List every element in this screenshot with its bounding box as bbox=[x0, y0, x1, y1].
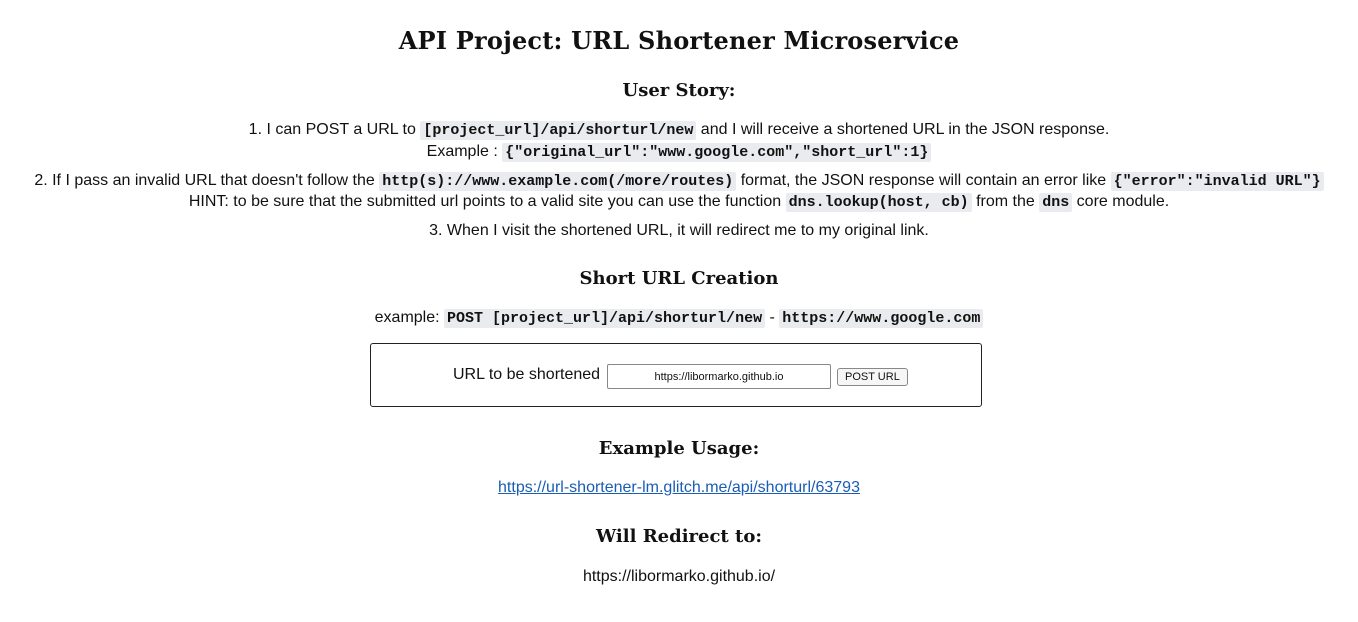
story-item-2-hint bbox=[0, 191, 1358, 213]
url-input-label: URL to be shortened bbox=[453, 366, 601, 383]
story-item-1-endpoint-code: [project_url]/api/shorturl/new bbox=[420, 121, 696, 140]
story-item-3: 3. When I visit the shortened URL, it will redirect me to my original link. bbox=[429, 222, 929, 239]
example-usage-link[interactable]: https://url-shortener-lm.glitch.me/api/shorturl/63793 bbox=[498, 479, 860, 496]
hint-dns-code: dns bbox=[1039, 193, 1072, 212]
example-usage-row bbox=[0, 477, 1358, 498]
story-item-2 bbox=[0, 170, 1358, 192]
creation-example-url-code: https://www.google.com bbox=[779, 309, 983, 328]
redirect-target: https://libormarko.github.io/ bbox=[582, 568, 776, 585]
story-item-2-prefix: 2. If I pass an invalid URL that doesn't follow the bbox=[34, 172, 380, 189]
story-item-2-error-code: {"error":"invalid URL"} bbox=[1111, 172, 1324, 191]
short-url-creation-heading: Short URL Creation bbox=[579, 268, 779, 289]
story-item-1 bbox=[0, 119, 1358, 141]
story-item-1-prefix: 1. I can POST a URL to bbox=[248, 121, 421, 138]
url-input[interactable] bbox=[607, 364, 831, 389]
story-item-2-format-code: http(s)://www.example.com(/more/routes) bbox=[379, 172, 736, 191]
story-item-1-suffix: and I will receive a shortened URL in the JSON response. bbox=[696, 121, 1110, 138]
story-item-1-example bbox=[0, 141, 1358, 163]
creation-example-endpoint-code: POST [project_url]/api/shorturl/new bbox=[444, 309, 765, 328]
hint-suffix: core module. bbox=[1072, 193, 1170, 210]
hint-middle: from the bbox=[971, 193, 1040, 210]
example-usage-heading: Example Usage: bbox=[598, 438, 760, 459]
page-title: API Project: URL Shortener Microservice bbox=[398, 26, 960, 55]
hint-prefix: HINT: to be sure that the submitted url points to a valid site you can use the function bbox=[188, 193, 786, 210]
story-item-1-example-code: {"original_url":"www.google.com","short_url":1} bbox=[502, 143, 931, 162]
story-item-1-example-label: Example : bbox=[426, 143, 503, 160]
creation-example-label: example: bbox=[374, 309, 445, 326]
creation-example bbox=[0, 307, 1358, 329]
post-url-button[interactable]: POST URL bbox=[837, 368, 908, 386]
hint-dns-lookup-code: dns.lookup(host, cb) bbox=[786, 193, 972, 212]
shorten-url-form bbox=[370, 343, 982, 407]
creation-example-separator: - bbox=[765, 309, 780, 326]
story-item-2-middle: format, the JSON response will contain an error like bbox=[736, 172, 1111, 189]
user-story-heading: User Story: bbox=[622, 80, 736, 101]
will-redirect-heading: Will Redirect to: bbox=[596, 526, 762, 547]
